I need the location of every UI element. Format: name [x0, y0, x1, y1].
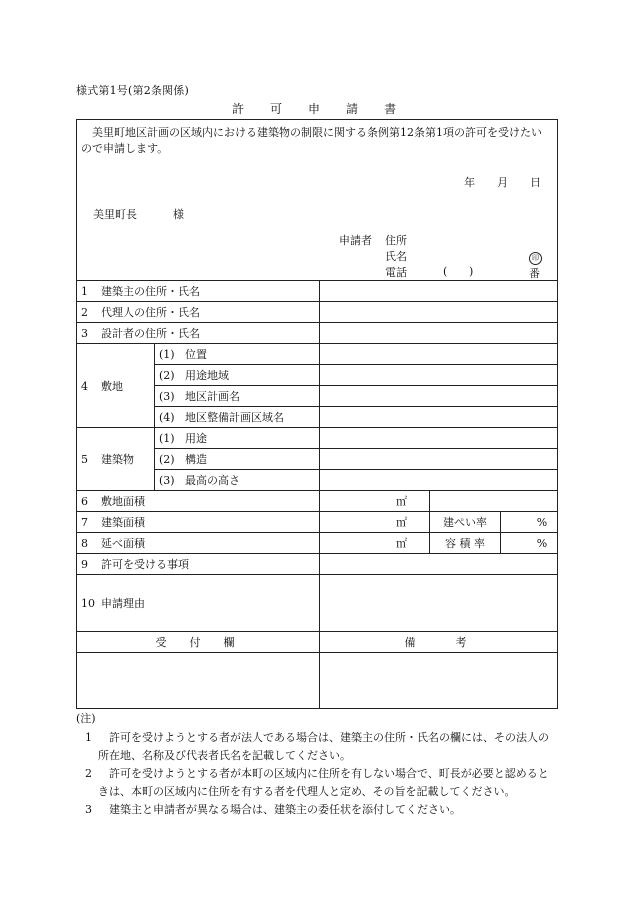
seal-icon: 印: [529, 252, 542, 265]
owner-address-field[interactable]: [320, 281, 558, 302]
application-table: [76, 119, 558, 709]
paren-close: ): [469, 265, 474, 278]
sub-row-label: (1) 用途: [155, 428, 320, 449]
zoning-field[interactable]: [320, 365, 558, 386]
address-label: 住所: [385, 234, 407, 247]
designer-address-field[interactable]: [320, 323, 558, 344]
percent-label: %: [536, 536, 548, 550]
row-label: 8 延べ面積: [77, 533, 320, 554]
paren-open: (: [443, 265, 448, 278]
notes-heading: (注): [76, 712, 96, 725]
coverage-ratio-field[interactable]: [501, 512, 558, 533]
phone-ban: 番: [529, 267, 540, 280]
sub-row-label: (4) 地区整備計画区域名: [155, 407, 320, 428]
reception-header: 受 付 欄: [77, 632, 320, 653]
row-label: 2 代理人の住所・氏名: [77, 302, 320, 323]
title-char: 書: [384, 102, 397, 116]
unit-label: ㎡: [396, 537, 407, 550]
building-use-field[interactable]: [320, 428, 558, 449]
site-location-field[interactable]: [320, 344, 558, 365]
addressee-honorific: 様: [173, 208, 184, 221]
remarks-box: [320, 653, 558, 709]
row-label: 3 設計者の住所・氏名: [77, 323, 320, 344]
intro-text: 美里町地区計画の区域内における建築物の制限に関する条例第12条第1項の許可を受けたいので申請します。: [81, 126, 542, 155]
remarks-header: 備 考: [320, 632, 558, 653]
title-char: 申: [308, 102, 321, 116]
sub-row-label: (2) 構造: [155, 449, 320, 470]
floor-area-ratio-field[interactable]: [501, 533, 558, 554]
phone-label: 電話: [385, 266, 407, 279]
addressee: [93, 206, 184, 222]
reception-box: [77, 653, 320, 709]
site-group-label: 4 敷地: [77, 344, 155, 428]
row-label: 7 建築面積: [77, 512, 320, 533]
note-item: 2 許可を受けようとする者が本町の区域内に住所を有しない場合で、町長が必要と認めるときは、本町の区域内に住所を有する者を代理人と定め、その旨を記載してください。: [85, 767, 549, 798]
row-label: 1 建築主の住所・氏名: [77, 281, 320, 302]
phone-area-code: [443, 265, 495, 278]
row-label: 6 敷地面積: [77, 491, 320, 512]
site-area-blank: [430, 491, 558, 512]
year-label: 年: [464, 176, 476, 189]
agent-address-field[interactable]: [320, 302, 558, 323]
name-label: 氏名: [385, 250, 407, 263]
form-number: 様式第1号(第2条関係): [76, 84, 189, 97]
permit-matter-field[interactable]: [320, 554, 558, 575]
district-area-field[interactable]: [320, 407, 558, 428]
sub-row-label: (3) 地区計画名: [155, 386, 320, 407]
date-line: [442, 174, 541, 190]
unit-label: ㎡: [396, 516, 407, 529]
sub-row-label: (3) 最高の高さ: [155, 470, 320, 491]
row-label: 10 申請理由: [77, 575, 320, 632]
notes-section: [76, 710, 556, 819]
building-group-label: 5 建築物: [77, 428, 155, 491]
sub-row-label: (1) 位置: [155, 344, 320, 365]
site-area-field[interactable]: [320, 491, 430, 512]
max-height-field[interactable]: [320, 470, 558, 491]
title-char: 可: [270, 102, 283, 116]
row-label: 9 許可を受ける事項: [77, 554, 320, 575]
reason-field[interactable]: [320, 575, 558, 632]
month-label: 月: [497, 176, 509, 189]
floor-area-field[interactable]: [320, 533, 430, 554]
unit-label: ㎡: [396, 495, 407, 508]
coverage-ratio-label: 建ぺい率: [430, 512, 501, 533]
sub-row-label: (2) 用途地域: [155, 365, 320, 386]
structure-field[interactable]: [320, 449, 558, 470]
floor-area-ratio-label: 容 積 率: [430, 533, 501, 554]
district-plan-field[interactable]: [320, 386, 558, 407]
form-title: [232, 100, 396, 117]
application-header: [77, 120, 558, 281]
applicant-role: 申請者: [339, 234, 372, 247]
title-char: 許: [232, 102, 245, 116]
addressee-name: 美里町長: [93, 208, 137, 221]
day-label: 日: [530, 176, 542, 189]
note-item: 3 建築主と申請者が異なる場合は、建築主の委任状を添付してください。: [85, 803, 461, 816]
title-char: 請: [346, 102, 359, 116]
percent-label: %: [536, 515, 548, 529]
note-item: 1 許可を受けようとする者が法人である場合は、建築主の住所・氏名の欄には、その法人の所在地、名称及び代表者氏名を記載してください。: [85, 731, 549, 762]
building-area-field[interactable]: [320, 512, 430, 533]
